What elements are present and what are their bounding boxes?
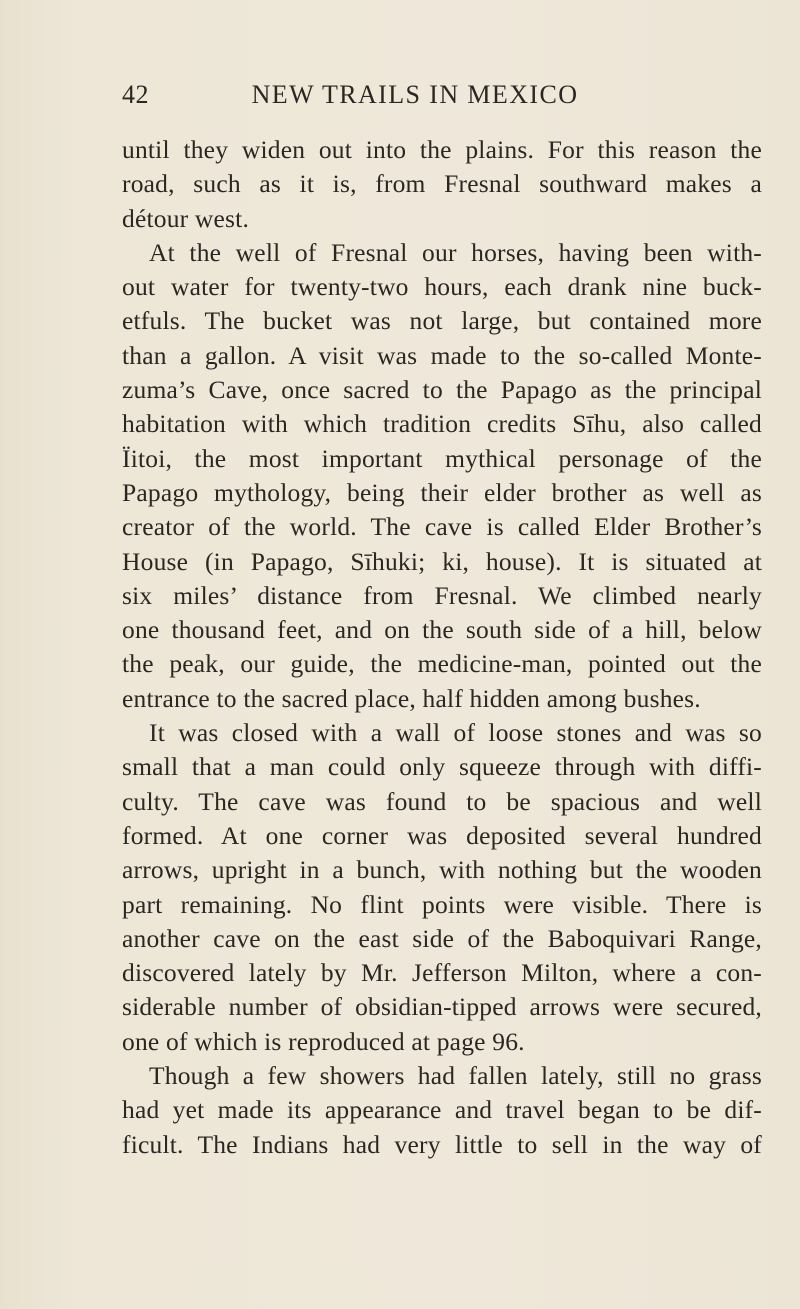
text-line: another cave on the east side of the Baboquivari Range, [122, 923, 762, 953]
text-line: Though a few showers had fallen lately, still no grass [149, 1061, 762, 1091]
text-line: Ïitoi, the most important mythical personage of the [122, 443, 762, 473]
text-line: ficult. The Indians had very little to sell in the way of [122, 1129, 762, 1159]
text-line: one thousand feet, and on the south side of a hill, below [122, 615, 762, 645]
text-line: At the well of Fresnal our horses, having been with- [149, 237, 762, 267]
text-line: creator of the world. The cave is called Elder Brother’s [122, 512, 762, 542]
text-line: It was closed with a wall of loose stones and was so [149, 718, 762, 748]
text-line: habitation with which tradition credits Sīhu, also called [122, 409, 762, 439]
text-line: détour west. [122, 203, 250, 233]
text-line: discovered lately by Mr. Jefferson Milton, where a con- [122, 958, 762, 988]
text-line: etfuls. The bucket was not large, but contained more [122, 306, 762, 336]
text-line: out water for twenty-two hours, each drank nine buck- [122, 272, 762, 302]
text-line: culty. The cave was found to be spacious and well [122, 786, 762, 816]
text-line: until they widen out into the plains. For this reason the [122, 135, 762, 164]
text-line: the peak, our guide, the medicine-man, pointed out the [122, 649, 762, 679]
text-line: Papago mythology, being their elder brother as well as [122, 477, 762, 507]
text-line: siderable number of obsidian-tipped arrows were secured, [122, 992, 762, 1022]
text-line: than a gallon. A visit was made to the so-called Monte- [122, 340, 762, 370]
text-line: road, such as it is, from Fresnal southward makes a [122, 169, 762, 199]
page-number: 42 [122, 80, 149, 109]
text-line: House (in Papago, Sīhuki; ki, house). It is situated at [122, 546, 762, 576]
text-line: one of which is reproduced at page 96. [122, 1026, 525, 1056]
text-line: formed. At one corner was deposited several hundred [122, 820, 762, 850]
text-line: six miles’ distance from Fresnal. We climbed nearly [122, 580, 762, 610]
text-line: entrance to the sacred place, half hidden among bushes. [122, 683, 701, 713]
page-header [0, 80, 800, 120]
running-title: NEW TRAILS IN MEXICO [251, 80, 579, 109]
text-line: small that a man could only squeeze through with diffi- [122, 752, 762, 782]
text-line: arrows, upright in a bunch, with nothing but the wooden [122, 855, 762, 885]
text-line: had yet made its appearance and travel began to be dif- [122, 1095, 762, 1125]
text-line: part remaining. No flint points were visible. There is [122, 889, 762, 919]
text-line: zuma’s Cave, once sacred to the Papago as the principal [122, 375, 762, 405]
body-text [122, 133, 762, 1162]
